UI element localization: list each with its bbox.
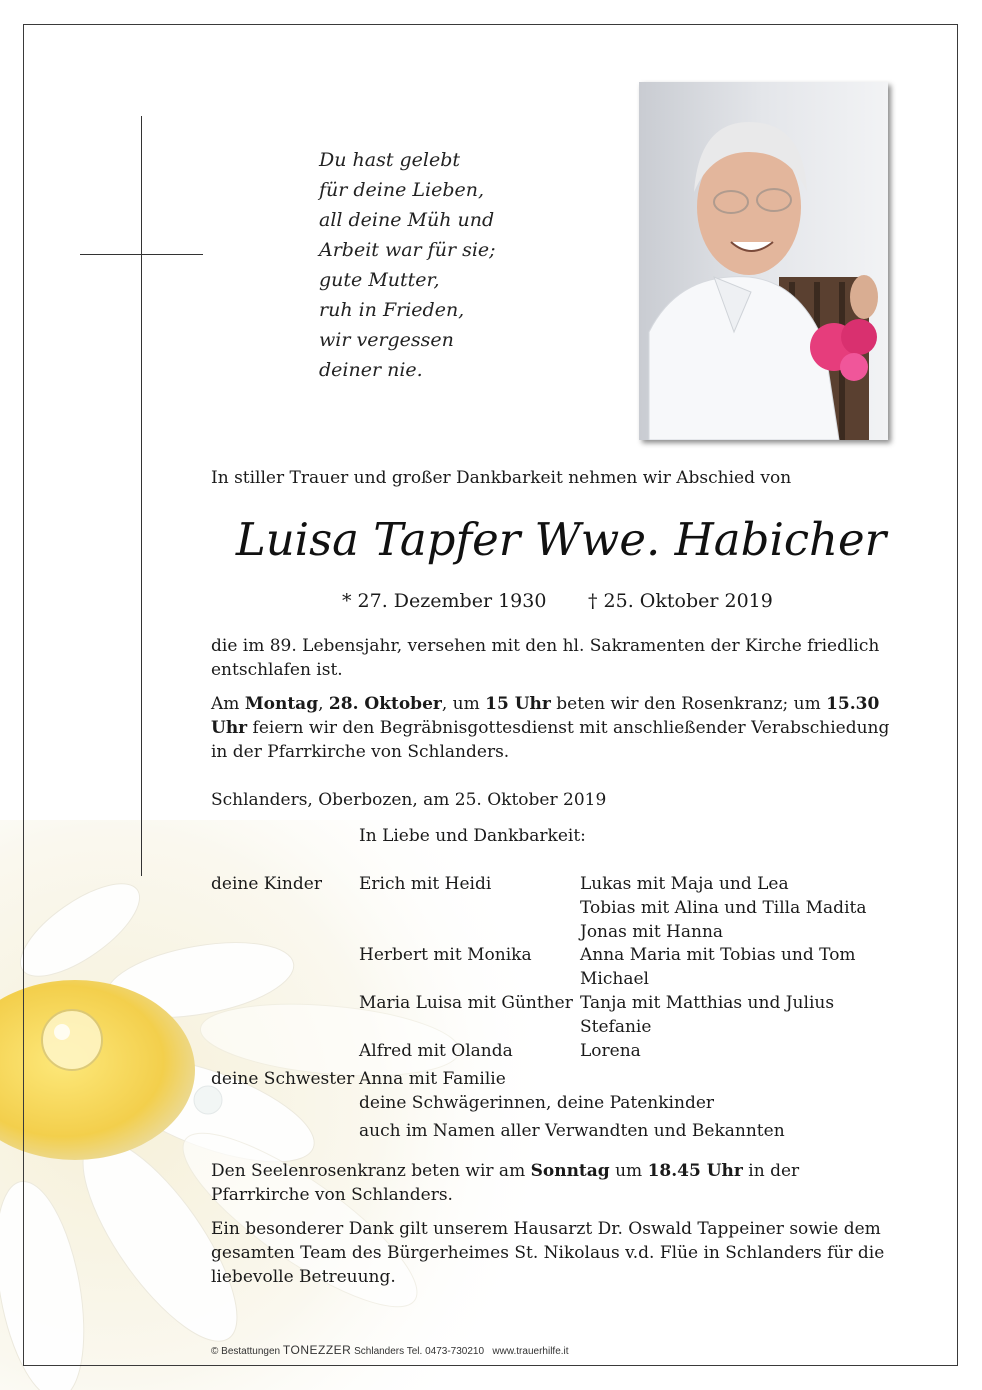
poem-line: deiner nie. <box>319 359 423 381</box>
birth-date: * 27. Dezember 1930 <box>342 590 547 612</box>
portrait-photo <box>639 82 888 440</box>
place-date: Schlanders, Oberbozen, am 25. Oktober 2019 <box>211 790 607 810</box>
bold-segment: 15.30 Uhr <box>211 694 880 738</box>
footer-town: Schlanders <box>354 1346 405 1357</box>
poem-line: Du hast gelebt <box>319 149 461 171</box>
children-label: deine Kinder <box>211 874 322 894</box>
family-grandchild: Jonas mit Hanna <box>580 922 724 942</box>
family-grandchild: Michael <box>580 969 649 989</box>
text-segment: um <box>609 1161 648 1181</box>
family-parent: Maria Luisa mit Günther <box>359 993 573 1013</box>
family-parent: Erich mit Heidi <box>359 874 492 894</box>
text-segment: beten wir den Rosenkranz; um <box>550 694 827 714</box>
sister-name: Anna mit Familie <box>359 1069 506 1089</box>
family-grandchild: Tanja mit Matthias und Julius <box>580 993 835 1013</box>
family-grandchild: Anna Maria mit Tobias und Tom <box>580 945 856 965</box>
text-segment: , um <box>441 694 486 714</box>
text-segment: in der Pfarrkirche von Schlanders. <box>211 1161 800 1205</box>
cross-symbol-horizontal <box>80 254 203 255</box>
text-segment: Den Seelenrosenkranz beten wir am <box>211 1161 531 1181</box>
family-parent: Alfred mit Olanda <box>359 1041 513 1061</box>
love-line: In Liebe und Dankbarkeit: <box>359 826 586 846</box>
bold-segment: Montag <box>244 694 319 714</box>
text-segment: Am <box>211 694 245 714</box>
family-grandchild: Stefanie <box>580 1017 652 1037</box>
text-segment: , <box>318 694 329 714</box>
memorial-poem <box>319 145 579 385</box>
footer-brand: TONEZZER <box>282 1343 352 1357</box>
intro-text: In stiller Trauer und großer Dankbarkeit nehmen wir Abschied von <box>211 468 792 488</box>
family-grandchild: Lorena <box>580 1041 641 1061</box>
poem-line: ruh in Frieden, <box>319 299 465 321</box>
footer-tel: Tel. 0473-730210 <box>406 1346 485 1357</box>
text-segment: feiern wir den Begräbnisgottesdienst mit anschließender Verabschiedung in der Pfarrkirche von Schlanders. <box>211 718 890 762</box>
footer-copyright: © Bestattungen <box>211 1346 281 1357</box>
family-grandchild: Lukas mit Maja und Lea <box>580 874 789 894</box>
poem-line: für deine Lieben, <box>319 179 485 201</box>
footer-web-link[interactable]: www.trauerhilfe.it <box>492 1346 569 1357</box>
relatives-line: auch im Namen aller Verwandten und Bekannten <box>359 1121 785 1141</box>
funeral-schedule <box>211 692 891 764</box>
family-grandchild: Tobias mit Alina und Tilla Madita <box>580 898 867 918</box>
cross-symbol-vertical <box>141 116 142 876</box>
inlaws-line: deine Schwägerinnen, deine Patenkinder <box>359 1093 715 1113</box>
sister-label: deine Schwester <box>211 1069 355 1089</box>
poem-line: gute Mutter, <box>319 269 440 291</box>
family-parent: Herbert mit Monika <box>359 945 532 965</box>
death-date: † 25. Oktober 2019 <box>588 590 773 612</box>
thanks-text: Ein besonderer Dank gilt unserem Hausarzt Dr. Oswald Tappeiner sowie dem gesamten Team des Bürgerheimes St. Nikolaus v.d. Flüe in Schlanders für die liebevolle Betreuung. <box>211 1219 885 1287</box>
rosary-text <box>211 1159 891 1207</box>
poem-line: Arbeit war für sie; <box>319 239 496 261</box>
bold-segment: Sonntag <box>530 1161 610 1181</box>
poem-line: all deine Müh und <box>319 209 495 231</box>
bold-segment: 15 Uhr <box>485 694 551 714</box>
deceased-name: Luisa Tapfer Wwe. Habicher <box>235 513 887 566</box>
passing-text: die im 89. Lebensjahr, versehen mit den hl. Sakramenten der Kirche friedlich entschlafen ist. <box>211 636 880 680</box>
bold-segment: 28. Oktober <box>328 694 442 714</box>
poem-line: wir vergessen <box>319 329 454 351</box>
footer-imprint <box>211 1343 569 1357</box>
bold-segment: 18.45 Uhr <box>647 1161 743 1181</box>
